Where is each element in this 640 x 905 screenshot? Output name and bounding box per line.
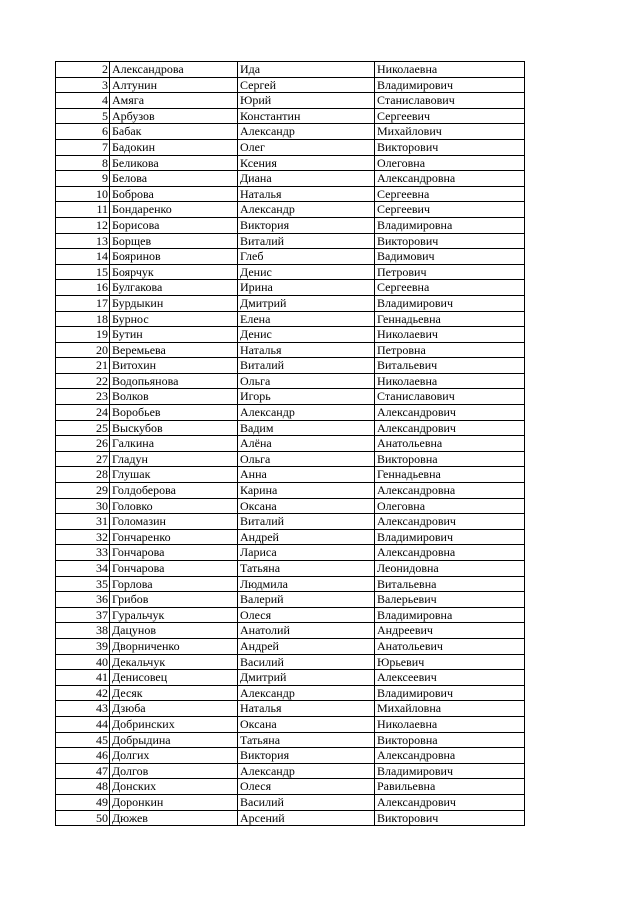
row-number-cell: 28 [56,467,110,483]
row-number-cell: 49 [56,794,110,810]
table-row [56,342,525,358]
table-row [56,124,525,140]
patronymic-cell: Александрович [375,420,525,436]
row-number-cell: 23 [56,389,110,405]
patronymic-cell: Петрович [375,264,525,280]
table-row [56,576,525,592]
last-name-cell: Голомазин [110,514,238,530]
table-row [56,561,525,577]
patronymic-cell: Александровна [375,748,525,764]
last-name-cell: Галкина [110,436,238,452]
first-name-cell: Денис [238,264,375,280]
first-name-cell: Денис [238,327,375,343]
table-row [56,171,525,187]
patronymic-cell: Владимирович [375,685,525,701]
first-name-cell: Игорь [238,389,375,405]
table-row [56,467,525,483]
last-name-cell: Добринских [110,716,238,732]
table-row [56,794,525,810]
table-row [56,514,525,530]
last-name-cell: Гладун [110,451,238,467]
last-name-cell: Голдоберова [110,483,238,499]
first-name-cell: Татьяна [238,561,375,577]
patronymic-cell: Викторович [375,139,525,155]
patronymic-cell: Викторович [375,810,525,826]
row-number-cell: 5 [56,108,110,124]
row-number-cell: 37 [56,607,110,623]
first-name-cell: Татьяна [238,732,375,748]
table-row [56,483,525,499]
first-name-cell: Глеб [238,249,375,265]
patronymic-cell: Михайлович [375,124,525,140]
first-name-cell: Вадим [238,420,375,436]
row-number-cell: 33 [56,545,110,561]
first-name-cell: Оксана [238,498,375,514]
table-row [56,670,525,686]
patronymic-cell: Владимировна [375,607,525,623]
row-number-cell: 24 [56,405,110,421]
patronymic-cell: Андреевич [375,623,525,639]
row-number-cell: 20 [56,342,110,358]
patronymic-cell: Владимирович [375,295,525,311]
patronymic-cell: Станиславович [375,93,525,109]
table-row [56,93,525,109]
patronymic-cell: Геннадьевна [375,467,525,483]
first-name-cell: Ольга [238,451,375,467]
row-number-cell: 46 [56,748,110,764]
patronymic-cell: Александрович [375,405,525,421]
table-row [56,155,525,171]
last-name-cell: Алтунин [110,77,238,93]
last-name-cell: Декальчук [110,654,238,670]
table-row [56,389,525,405]
last-name-cell: Водопьянова [110,373,238,389]
first-name-cell: Василий [238,654,375,670]
table-row [56,592,525,608]
row-number-cell: 6 [56,124,110,140]
row-number-cell: 44 [56,716,110,732]
row-number-cell: 35 [56,576,110,592]
last-name-cell: Александрова [110,62,238,78]
row-number-cell: 12 [56,217,110,233]
table-row [56,685,525,701]
patronymic-cell: Валерьевич [375,592,525,608]
row-number-cell: 45 [56,732,110,748]
patronymic-cell: Александрович [375,794,525,810]
row-number-cell: 16 [56,280,110,296]
table-row [56,623,525,639]
row-number-cell: 7 [56,139,110,155]
patronymic-cell: Александрович [375,514,525,530]
row-number-cell: 9 [56,171,110,187]
patronymic-cell: Николаевна [375,62,525,78]
last-name-cell: Бутин [110,327,238,343]
row-number-cell: 15 [56,264,110,280]
patronymic-cell: Вадимович [375,249,525,265]
last-name-cell: Воробьев [110,405,238,421]
row-number-cell: 2 [56,62,110,78]
names-table-body [56,62,525,826]
table-row [56,77,525,93]
row-number-cell: 8 [56,155,110,171]
patronymic-cell: Витальевич [375,358,525,374]
row-number-cell: 22 [56,373,110,389]
last-name-cell: Грибов [110,592,238,608]
row-number-cell: 4 [56,93,110,109]
first-name-cell: Сергей [238,77,375,93]
patronymic-cell: Николаевна [375,373,525,389]
patronymic-cell: Геннадьевна [375,311,525,327]
first-name-cell: Виталий [238,233,375,249]
table-row [56,763,525,779]
first-name-cell: Оксана [238,716,375,732]
row-number-cell: 29 [56,483,110,499]
last-name-cell: Добрыдина [110,732,238,748]
first-name-cell: Наталья [238,342,375,358]
first-name-cell: Александр [238,124,375,140]
last-name-cell: Бадокин [110,139,238,155]
first-name-cell: Наталья [238,186,375,202]
table-row [56,280,525,296]
row-number-cell: 41 [56,670,110,686]
table-row [56,716,525,732]
first-name-cell: Ида [238,62,375,78]
row-number-cell: 19 [56,327,110,343]
row-number-cell: 26 [56,436,110,452]
last-name-cell: Гончарова [110,545,238,561]
last-name-cell: Боярчук [110,264,238,280]
last-name-cell: Гуральчук [110,607,238,623]
patronymic-cell: Викторовна [375,732,525,748]
patronymic-cell: Юрьевич [375,654,525,670]
first-name-cell: Андрей [238,529,375,545]
first-name-cell: Дмитрий [238,295,375,311]
patronymic-cell: Александровна [375,171,525,187]
last-name-cell: Долгих [110,748,238,764]
table-row [56,358,525,374]
row-number-cell: 10 [56,186,110,202]
first-name-cell: Александр [238,763,375,779]
table-row [56,748,525,764]
last-name-cell: Десяк [110,685,238,701]
first-name-cell: Александр [238,202,375,218]
table-row [56,295,525,311]
last-name-cell: Бабак [110,124,238,140]
first-name-cell: Карина [238,483,375,499]
table-row [56,405,525,421]
patronymic-cell: Сергеевна [375,186,525,202]
table-row [56,249,525,265]
patronymic-cell: Витальевна [375,576,525,592]
row-number-cell: 39 [56,638,110,654]
first-name-cell: Арсений [238,810,375,826]
last-name-cell: Боброва [110,186,238,202]
last-name-cell: Веремьева [110,342,238,358]
table-row [56,732,525,748]
last-name-cell: Борщев [110,233,238,249]
row-number-cell: 36 [56,592,110,608]
patronymic-cell: Владимирович [375,763,525,779]
table-row [56,217,525,233]
first-name-cell: Ирина [238,280,375,296]
row-number-cell: 34 [56,561,110,577]
row-number-cell: 30 [56,498,110,514]
table-row [56,202,525,218]
table-row [56,436,525,452]
last-name-cell: Белова [110,171,238,187]
last-name-cell: Глушак [110,467,238,483]
patronymic-cell: Петровна [375,342,525,358]
first-name-cell: Олеся [238,607,375,623]
first-name-cell: Александр [238,685,375,701]
first-name-cell: Валерий [238,592,375,608]
table-row [56,311,525,327]
row-number-cell: 18 [56,311,110,327]
first-name-cell: Алёна [238,436,375,452]
first-name-cell: Анна [238,467,375,483]
first-name-cell: Олеся [238,779,375,795]
patronymic-cell: Викторович [375,233,525,249]
row-number-cell: 38 [56,623,110,639]
last-name-cell: Бурдыкин [110,295,238,311]
last-name-cell: Арбузов [110,108,238,124]
first-name-cell: Анатолий [238,623,375,639]
table-row [56,654,525,670]
row-number-cell: 13 [56,233,110,249]
last-name-cell: Дацунов [110,623,238,639]
last-name-cell: Бурнос [110,311,238,327]
table-row [56,498,525,514]
row-number-cell: 32 [56,529,110,545]
patronymic-cell: Николаевна [375,716,525,732]
row-number-cell: 40 [56,654,110,670]
last-name-cell: Волков [110,389,238,405]
last-name-cell: Борисова [110,217,238,233]
last-name-cell: Беликова [110,155,238,171]
last-name-cell: Бондаренко [110,202,238,218]
last-name-cell: Витохин [110,358,238,374]
row-number-cell: 42 [56,685,110,701]
row-number-cell: 17 [56,295,110,311]
last-name-cell: Амяга [110,93,238,109]
first-name-cell: Елена [238,311,375,327]
last-name-cell: Булгакова [110,280,238,296]
names-table [55,61,525,826]
patronymic-cell: Сергеевна [375,280,525,296]
table-row [56,420,525,436]
last-name-cell: Гончаренко [110,529,238,545]
first-name-cell: Виталий [238,358,375,374]
patronymic-cell: Леонидовна [375,561,525,577]
first-name-cell: Константин [238,108,375,124]
patronymic-cell: Олеговна [375,155,525,171]
first-name-cell: Диана [238,171,375,187]
patronymic-cell: Владимирович [375,77,525,93]
table-row [56,373,525,389]
patronymic-cell: Олеговна [375,498,525,514]
first-name-cell: Наталья [238,701,375,717]
patronymic-cell: Сергеевич [375,202,525,218]
table-row [56,327,525,343]
table-row [56,638,525,654]
row-number-cell: 14 [56,249,110,265]
last-name-cell: Выскубов [110,420,238,436]
patronymic-cell: Александровна [375,483,525,499]
table-row [56,810,525,826]
last-name-cell: Гончарова [110,561,238,577]
row-number-cell: 25 [56,420,110,436]
last-name-cell: Донских [110,779,238,795]
patronymic-cell: Сергеевич [375,108,525,124]
row-number-cell: 50 [56,810,110,826]
first-name-cell: Андрей [238,638,375,654]
first-name-cell: Юрий [238,93,375,109]
patronymic-cell: Владимирович [375,529,525,545]
first-name-cell: Олег [238,139,375,155]
patronymic-cell: Николаевич [375,327,525,343]
last-name-cell: Горлова [110,576,238,592]
first-name-cell: Ксения [238,155,375,171]
row-number-cell: 31 [56,514,110,530]
table-row [56,701,525,717]
last-name-cell: Дворниченко [110,638,238,654]
patronymic-cell: Станиславович [375,389,525,405]
table-row [56,529,525,545]
table-row [56,108,525,124]
patronymic-cell: Михайловна [375,701,525,717]
row-number-cell: 43 [56,701,110,717]
table-row [56,62,525,78]
table-row [56,607,525,623]
row-number-cell: 47 [56,763,110,779]
first-name-cell: Виктория [238,748,375,764]
patronymic-cell: Викторовна [375,451,525,467]
first-name-cell: Василий [238,794,375,810]
last-name-cell: Бояринов [110,249,238,265]
table-row [56,264,525,280]
row-number-cell: 3 [56,77,110,93]
last-name-cell: Денисовец [110,670,238,686]
table-row [56,451,525,467]
first-name-cell: Ольга [238,373,375,389]
first-name-cell: Виталий [238,514,375,530]
row-number-cell: 11 [56,202,110,218]
row-number-cell: 21 [56,358,110,374]
first-name-cell: Александр [238,405,375,421]
first-name-cell: Людмила [238,576,375,592]
table-row [56,545,525,561]
last-name-cell: Доронкин [110,794,238,810]
row-number-cell: 27 [56,451,110,467]
first-name-cell: Виктория [238,217,375,233]
table-row [56,233,525,249]
last-name-cell: Головко [110,498,238,514]
table-row [56,779,525,795]
row-number-cell: 48 [56,779,110,795]
last-name-cell: Дзюба [110,701,238,717]
table-row [56,139,525,155]
first-name-cell: Дмитрий [238,670,375,686]
table-row [56,186,525,202]
patronymic-cell: Равильевна [375,779,525,795]
patronymic-cell: Александровна [375,545,525,561]
patronymic-cell: Алексеевич [375,670,525,686]
patronymic-cell: Анатольевич [375,638,525,654]
patronymic-cell: Анатольевна [375,436,525,452]
first-name-cell: Лариса [238,545,375,561]
last-name-cell: Долгов [110,763,238,779]
last-name-cell: Дюжев [110,810,238,826]
patronymic-cell: Владимировна [375,217,525,233]
